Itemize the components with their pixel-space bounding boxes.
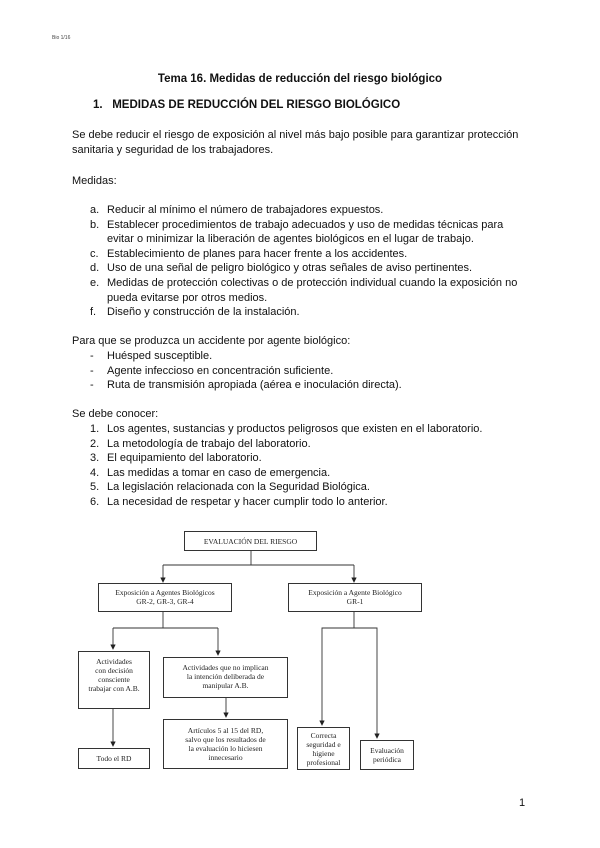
evaluacion-periodica-box <box>360 740 414 770</box>
evaluacion-riesgo-label: EVALUACIÓN DEL RIESGO <box>203 537 298 546</box>
exposicion-gr1-line-2: GR-1 <box>346 597 364 606</box>
accidente-item-text: Ruta de transmisión apropiada (aérea e inoculación directa). <box>107 379 402 392</box>
medida-item-text: Establecer procedimientos de trabajo adecuados y uso de medidas técnicas para <box>107 218 504 231</box>
medida-marker: e. <box>90 277 100 289</box>
conocer-label: Se debe conocer: <box>72 408 159 420</box>
correcta-line-2: seguridad e <box>306 740 341 749</box>
conocer-marker: 2. <box>90 437 100 450</box>
correcta-box <box>297 727 350 770</box>
act-decision-line-4: trabajar con A.B. <box>88 684 140 693</box>
conocer-item-text: El equipamiento del laboratorio. <box>107 452 262 465</box>
conocer-item-text: Las medidas a tomar en caso de emergencia. <box>107 466 331 479</box>
evaluacion-riesgo-box <box>184 531 317 551</box>
medida-item-text: Establecimiento de planes para hacer frente a los accidentes. <box>107 247 408 260</box>
articulos-line-2: salvo que los resultados de <box>185 735 266 744</box>
articulos-line-1: Artículos 5 al 15 del RD, <box>187 726 264 735</box>
articulos-box <box>163 719 288 769</box>
accidente-item-text: Huésped susceptible. <box>107 350 213 362</box>
act-decision-line-3: consciente <box>98 675 130 684</box>
exposicion-gr1-line-1: Exposición a Agente Biológico <box>308 588 402 597</box>
act-no-implican-box <box>163 657 288 698</box>
correcta-line-4: profesional <box>306 758 341 767</box>
act-decision-line-1: Actividades <box>96 657 132 666</box>
conocer-item-text: Los agentes, sustancias y productos peligrosos que existen en el laboratorio. <box>107 423 483 435</box>
articulos-line-4: innecesario <box>208 753 243 762</box>
page-number: 1 <box>519 797 526 809</box>
exposicion-gr234-box <box>98 583 232 612</box>
section-number: 1. <box>93 99 103 111</box>
accidente-item-text: Agente infeccioso en concentración suficiente. <box>107 364 334 377</box>
accidente-dash: - <box>90 350 94 362</box>
medida-item-text: evitar o minimizar la liberación de agentes biológicos en el lugar de trabajo. <box>107 233 474 246</box>
medida-item-text: Reducir al mínimo el número de trabajadores expuestos. <box>107 204 384 216</box>
accidente-dash: - <box>90 379 94 392</box>
exposicion-gr1-box <box>288 583 422 612</box>
todo-rd-label: Todo el RD <box>96 754 132 763</box>
conocer-item-text: La legislación relacionada con la Seguridad Biológica. <box>107 481 370 494</box>
medida-marker: a. <box>90 204 100 216</box>
arrow-to-evaluacion <box>354 628 377 738</box>
medida-marker: d. <box>90 262 100 275</box>
medida-item-text: Diseño y construcción de la instalación. <box>107 306 300 319</box>
act-decision-line-2: con decisión <box>95 666 133 675</box>
medida-marker: c. <box>90 247 99 260</box>
arrow-to-correcta <box>322 611 354 725</box>
act-decision-box <box>78 651 150 709</box>
articulos-line-3: la evaluación lo hiciesen <box>188 744 263 753</box>
medida-marker: b. <box>90 218 100 231</box>
conocer-marker: 3. <box>90 452 100 465</box>
exposicion-gr234-line-2: GR-2, GR-3, GR-4 <box>136 597 194 606</box>
intro-line-2: sanitaria y seguridad de los trabajadores. <box>72 144 274 156</box>
medida-item-text: pueda evitarse por otros medios. <box>107 291 268 304</box>
conocer-marker: 1. <box>90 423 100 435</box>
section-heading-text: MEDIDAS DE REDUCCIÓN DEL RIESGO BIOLÓGICO <box>112 99 401 111</box>
medida-item-text: Medidas de protección colectivas o de protección individual cuando la exposición no <box>107 277 518 289</box>
conocer-item-text: La metodología de trabajo del laboratorio. <box>107 437 311 450</box>
conocer-item-text: La necesidad de respetar y hacer cumplir todo lo anterior. <box>107 496 388 508</box>
act-no-implican-line-3: manipular A.B. <box>202 681 249 690</box>
accidente-label: Para que se produzca un accidente por agente biológico: <box>72 335 351 347</box>
medida-marker: f. <box>90 306 97 319</box>
evaluacion-periodica-line-2: periódica <box>373 755 401 764</box>
evaluacion-periodica-line-1: Evaluación <box>370 746 404 755</box>
correcta-line-3: higiene <box>312 749 335 758</box>
correcta-line-1: Correcta <box>310 731 337 740</box>
act-no-implican-line-1: Actividades que no implican <box>182 663 269 672</box>
conocer-marker: 6. <box>90 496 100 508</box>
intro-line-1: Se debe reducir el riesgo de exposición al nivel más bajo posible para garantizar protección <box>72 129 519 141</box>
accidente-dash: - <box>90 364 94 377</box>
doc-title: Tema 16. Medidas de reducción del riesgo biológico <box>157 73 443 85</box>
conocer-marker: 5. <box>90 481 100 494</box>
todo-rd-box <box>78 748 150 769</box>
medidas-label: Medidas: <box>72 175 117 187</box>
header-note: Bio 1/16 <box>52 35 71 41</box>
conocer-marker: 4. <box>90 466 100 479</box>
act-no-implican-line-2: la intención deliberada de <box>186 672 265 681</box>
medida-item-text: Uso de una señal de peligro biológico y otras señales de aviso pertinentes. <box>107 262 473 275</box>
exposicion-gr234-line-1: Exposición a Agentes Biológicos <box>115 588 215 597</box>
